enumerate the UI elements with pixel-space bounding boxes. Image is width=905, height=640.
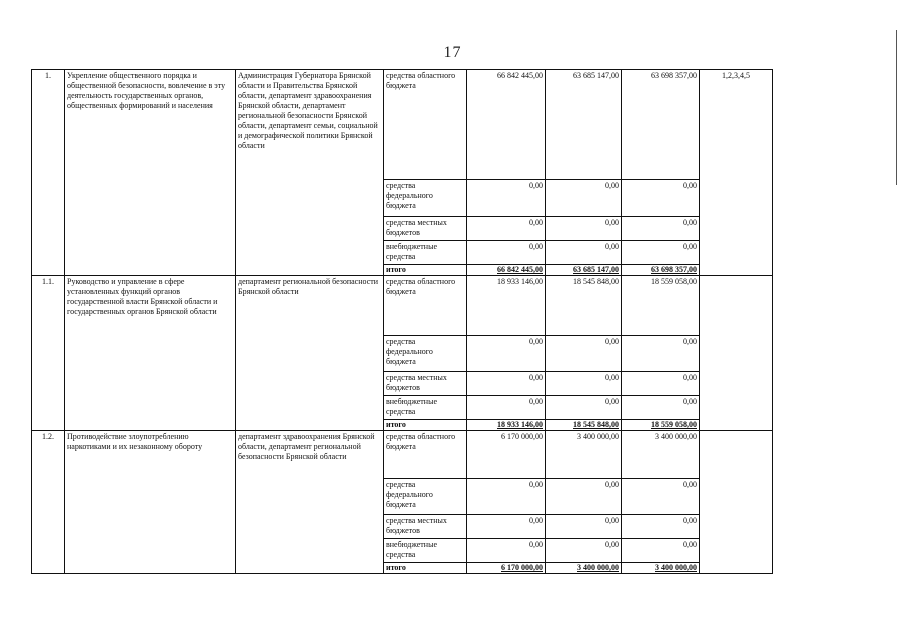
funding-source: средства федерального бюджета xyxy=(384,479,467,515)
section-number: 1. xyxy=(32,70,65,276)
section-executor: Администрация Губернатора Брянской области и Правительства Брянской области, департамент здравоохранения Брянской области, департамент региональной безопасности Брянской области, департамент семьи, социальной и демографической политики Брянской области xyxy=(236,70,384,276)
amount-year-1: 0,00 xyxy=(467,180,546,217)
amount-year-1: 0,00 xyxy=(467,479,546,515)
amount-year-3: 0,00 xyxy=(622,515,700,539)
indicator-numbers xyxy=(700,431,773,574)
amount-year-3: 0,00 xyxy=(622,217,700,241)
funding-source: средства местных бюджетов xyxy=(384,515,467,539)
amount-year-2: 63 685 147,00 xyxy=(546,70,622,180)
amount-year-3: 0,00 xyxy=(622,539,700,563)
amount-year-3: 0,00 xyxy=(622,372,700,396)
funding-source: итого xyxy=(384,265,467,276)
amount-year-2: 18 545 848,00 xyxy=(546,276,622,336)
amount-year-1: 0,00 xyxy=(467,539,546,563)
amount-year-3: 3 400 000,00 xyxy=(622,431,700,479)
amount-year-2: 0,00 xyxy=(546,336,622,372)
page-number: 17 xyxy=(443,44,462,61)
amount-year-1: 6 170 000,00 xyxy=(467,563,546,574)
funding-source: средства областного бюджета xyxy=(384,431,467,479)
amount-year-2: 3 400 000,00 xyxy=(546,563,622,574)
funding-source: внебюджетные средства xyxy=(384,396,467,420)
amount-year-2: 0,00 xyxy=(546,515,622,539)
section-name: Противодействие злоупотреблению наркотиками и их незаконному обороту xyxy=(65,431,236,574)
amount-year-2: 0,00 xyxy=(546,180,622,217)
section-executor: департамент региональной безопасности Брянской области xyxy=(236,276,384,431)
table-row xyxy=(32,431,773,479)
amount-year-3: 0,00 xyxy=(622,396,700,420)
amount-year-1: 18 933 146,00 xyxy=(467,420,546,431)
amount-year-1: 18 933 146,00 xyxy=(467,276,546,336)
amount-year-3: 0,00 xyxy=(622,241,700,265)
section-number: 1.2. xyxy=(32,431,65,574)
section-executor: департамент здравоохранения Брянской области, департамент региональной безопасности Брянской области xyxy=(236,431,384,574)
amount-year-2: 0,00 xyxy=(546,479,622,515)
table-row xyxy=(32,70,773,180)
amount-year-3: 18 559 058,00 xyxy=(622,420,700,431)
funding-source: внебюджетные средства xyxy=(384,241,467,265)
funding-source: средства местных бюджетов xyxy=(384,217,467,241)
page-edge-line xyxy=(896,30,897,185)
funding-source: средства областного бюджета xyxy=(384,70,467,180)
funding-source: средства областного бюджета xyxy=(384,276,467,336)
amount-year-1: 66 842 445,00 xyxy=(467,70,546,180)
amount-year-1: 6 170 000,00 xyxy=(467,431,546,479)
amount-year-2: 18 545 848,00 xyxy=(546,420,622,431)
funding-source: итого xyxy=(384,563,467,574)
amount-year-1: 0,00 xyxy=(467,241,546,265)
table-row xyxy=(32,276,773,336)
amount-year-1: 0,00 xyxy=(467,515,546,539)
amount-year-1: 0,00 xyxy=(467,336,546,372)
amount-year-2: 0,00 xyxy=(546,217,622,241)
amount-year-3: 18 559 058,00 xyxy=(622,276,700,336)
section-number: 1.1. xyxy=(32,276,65,431)
amount-year-2: 63 685 147,00 xyxy=(546,265,622,276)
amount-year-1: 0,00 xyxy=(467,372,546,396)
funding-source: средства местных бюджетов xyxy=(384,372,467,396)
funding-source: внебюджетные средства xyxy=(384,539,467,563)
section-name: Укрепление общественного порядка и общественной безопасности, вовлечение в эту деятельность государственных органов, общественных формирований и населения xyxy=(65,70,236,276)
amount-year-3: 0,00 xyxy=(622,479,700,515)
funding-source: средства федерального бюджета xyxy=(384,336,467,372)
amount-year-3: 0,00 xyxy=(622,336,700,372)
amount-year-3: 0,00 xyxy=(622,180,700,217)
amount-year-2: 0,00 xyxy=(546,372,622,396)
amount-year-3: 63 698 357,00 xyxy=(622,70,700,180)
amount-year-3: 3 400 000,00 xyxy=(622,563,700,574)
amount-year-1: 0,00 xyxy=(467,396,546,420)
amount-year-3: 63 698 357,00 xyxy=(622,265,700,276)
amount-year-2: 0,00 xyxy=(546,396,622,420)
amount-year-1: 66 842 445,00 xyxy=(467,265,546,276)
amount-year-1: 0,00 xyxy=(467,217,546,241)
amount-year-2: 0,00 xyxy=(546,539,622,563)
funding-source: итого xyxy=(384,420,467,431)
funding-source: средства федерального бюджета xyxy=(384,180,467,217)
indicator-numbers: 1,2,3,4,5 xyxy=(700,70,773,276)
amount-year-2: 0,00 xyxy=(546,241,622,265)
section-name: Руководство и управление в сфере установленных функций органов государственной власти Брянской области и государственных органов Брянской области xyxy=(65,276,236,431)
funding-table xyxy=(31,69,773,574)
amount-year-2: 3 400 000,00 xyxy=(546,431,622,479)
indicator-numbers xyxy=(700,276,773,431)
